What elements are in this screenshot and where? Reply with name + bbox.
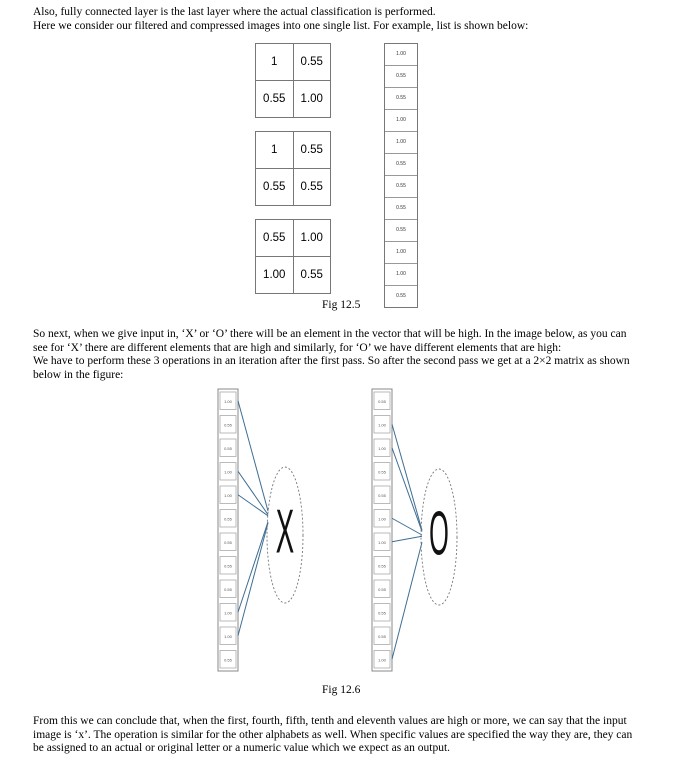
list-cell: 1.00 xyxy=(385,44,417,66)
matrix-cell: 1 xyxy=(256,132,294,169)
column-cell-value: 1.00 xyxy=(224,469,232,475)
matrix-cell: 0.55 xyxy=(293,169,331,206)
list-cell: 0.55 xyxy=(385,66,417,88)
connection-line xyxy=(392,536,422,542)
column-cell-value: 1.00 xyxy=(224,633,232,639)
matrix-cell: 0.55 xyxy=(256,81,294,118)
list-cell: 0.55 xyxy=(396,293,406,299)
column-cell-value: 1.00 xyxy=(378,657,386,663)
column-cell-value: 0.55 xyxy=(378,586,386,592)
matrix-cell: 0.55 xyxy=(256,220,294,257)
column-cell-value: 0.55 xyxy=(378,633,386,639)
list-cell: 1.00 xyxy=(385,264,417,286)
list-cell: 1.00 xyxy=(385,242,417,264)
connection-line xyxy=(392,424,422,530)
text-line: image is ‘x’. The operation is similar for the other alphabets as well. When specific values are specified the way they are, they can xyxy=(33,728,633,741)
column-cell-value: 0.55 xyxy=(224,563,232,569)
connection-line xyxy=(392,448,422,532)
column-cell-value: 0.55 xyxy=(224,586,232,592)
column-cell-value: 0.55 xyxy=(378,469,386,475)
matrix-cell: 0.55 xyxy=(293,44,331,81)
text-line: From this we can conclude that, when the first, fourth, fifth, tenth and eleventh values are high or more, we can say that the input xyxy=(33,715,627,727)
column-cell-value: 0.55 xyxy=(224,516,232,522)
column-cell-value: 1.00 xyxy=(224,492,232,498)
matrix-cell: 0.55 xyxy=(293,257,331,294)
list-cell: 1.00 xyxy=(385,132,417,154)
matrix-cell: 1.00 xyxy=(293,81,331,118)
column-cell-value: 0.55 xyxy=(224,539,232,545)
column-cell-value: 0.55 xyxy=(378,563,386,569)
connection-line xyxy=(392,542,422,659)
text-line: see for ‘X’ there are different elements that are high and similarly, for ‘O’ we have different elements that are high: xyxy=(33,341,562,354)
conclusion-paragraph xyxy=(33,715,653,756)
column-cell-value: 0.55 xyxy=(224,445,232,451)
connection-line xyxy=(392,518,422,535)
list-cell: 0.55 xyxy=(385,154,417,176)
column-cell-value: 0.55 xyxy=(378,610,386,616)
text-line: Also, fully connected layer is the last layer where the actual classification is performed. xyxy=(33,6,436,18)
matrix-cell: 1.00 xyxy=(256,257,294,294)
column-cell-value: 1.00 xyxy=(224,610,232,616)
text-line: So next, when we give input in, ‘X’ or ‘O’ there will be an element in the vector that will be high. In the image below, as you can xyxy=(33,328,627,340)
matrix-cell: 0.55 xyxy=(256,169,294,206)
list-cell: 0.55 xyxy=(385,176,417,198)
connection-line xyxy=(238,523,268,636)
list-cell: 1.00 xyxy=(385,110,417,132)
column-cell-value: 1.00 xyxy=(378,516,386,522)
column-cell-value: 0.55 xyxy=(224,657,232,663)
text-line: Here we consider our filtered and compressed images into one single list. For example, list is shown below: xyxy=(33,19,529,32)
matrix-cell: 1 xyxy=(256,44,294,81)
figure-caption: Fig 12.5 xyxy=(322,299,361,311)
list-cell: 0.55 xyxy=(385,198,417,220)
connection-line xyxy=(238,522,268,612)
matrix-cell: 1.00 xyxy=(293,220,331,257)
column-cell-value: 0.55 xyxy=(378,492,386,498)
text-line: below in the figure: xyxy=(33,368,124,381)
list-cell: 0.55 xyxy=(385,88,417,110)
text-line: We have to perform these 3 operations in an iteration after the first pass. So after the second pass we get at a 2×2 matrix as shown xyxy=(33,355,630,367)
o-letter: O xyxy=(429,499,449,569)
matrix-cell: 0.55 xyxy=(293,132,331,169)
column-cell-value: 1.00 xyxy=(378,539,386,545)
column-cell-value: 1.00 xyxy=(224,398,232,404)
column-cell-value: 0.55 xyxy=(378,398,386,404)
text-line: be assigned to an actual or original letter or a numeric value which we expect as an output. xyxy=(33,742,451,754)
connection-line xyxy=(238,495,268,516)
column-cell-value: 1.00 xyxy=(378,445,386,451)
list-cell: 0.55 xyxy=(385,220,417,242)
column-cell-value: 0.55 xyxy=(224,422,232,428)
figure-caption: Fig 12.6 xyxy=(322,684,361,696)
connection-line xyxy=(238,401,268,511)
x-letter: X xyxy=(275,498,295,567)
column-cell-value: 1.00 xyxy=(378,422,386,428)
